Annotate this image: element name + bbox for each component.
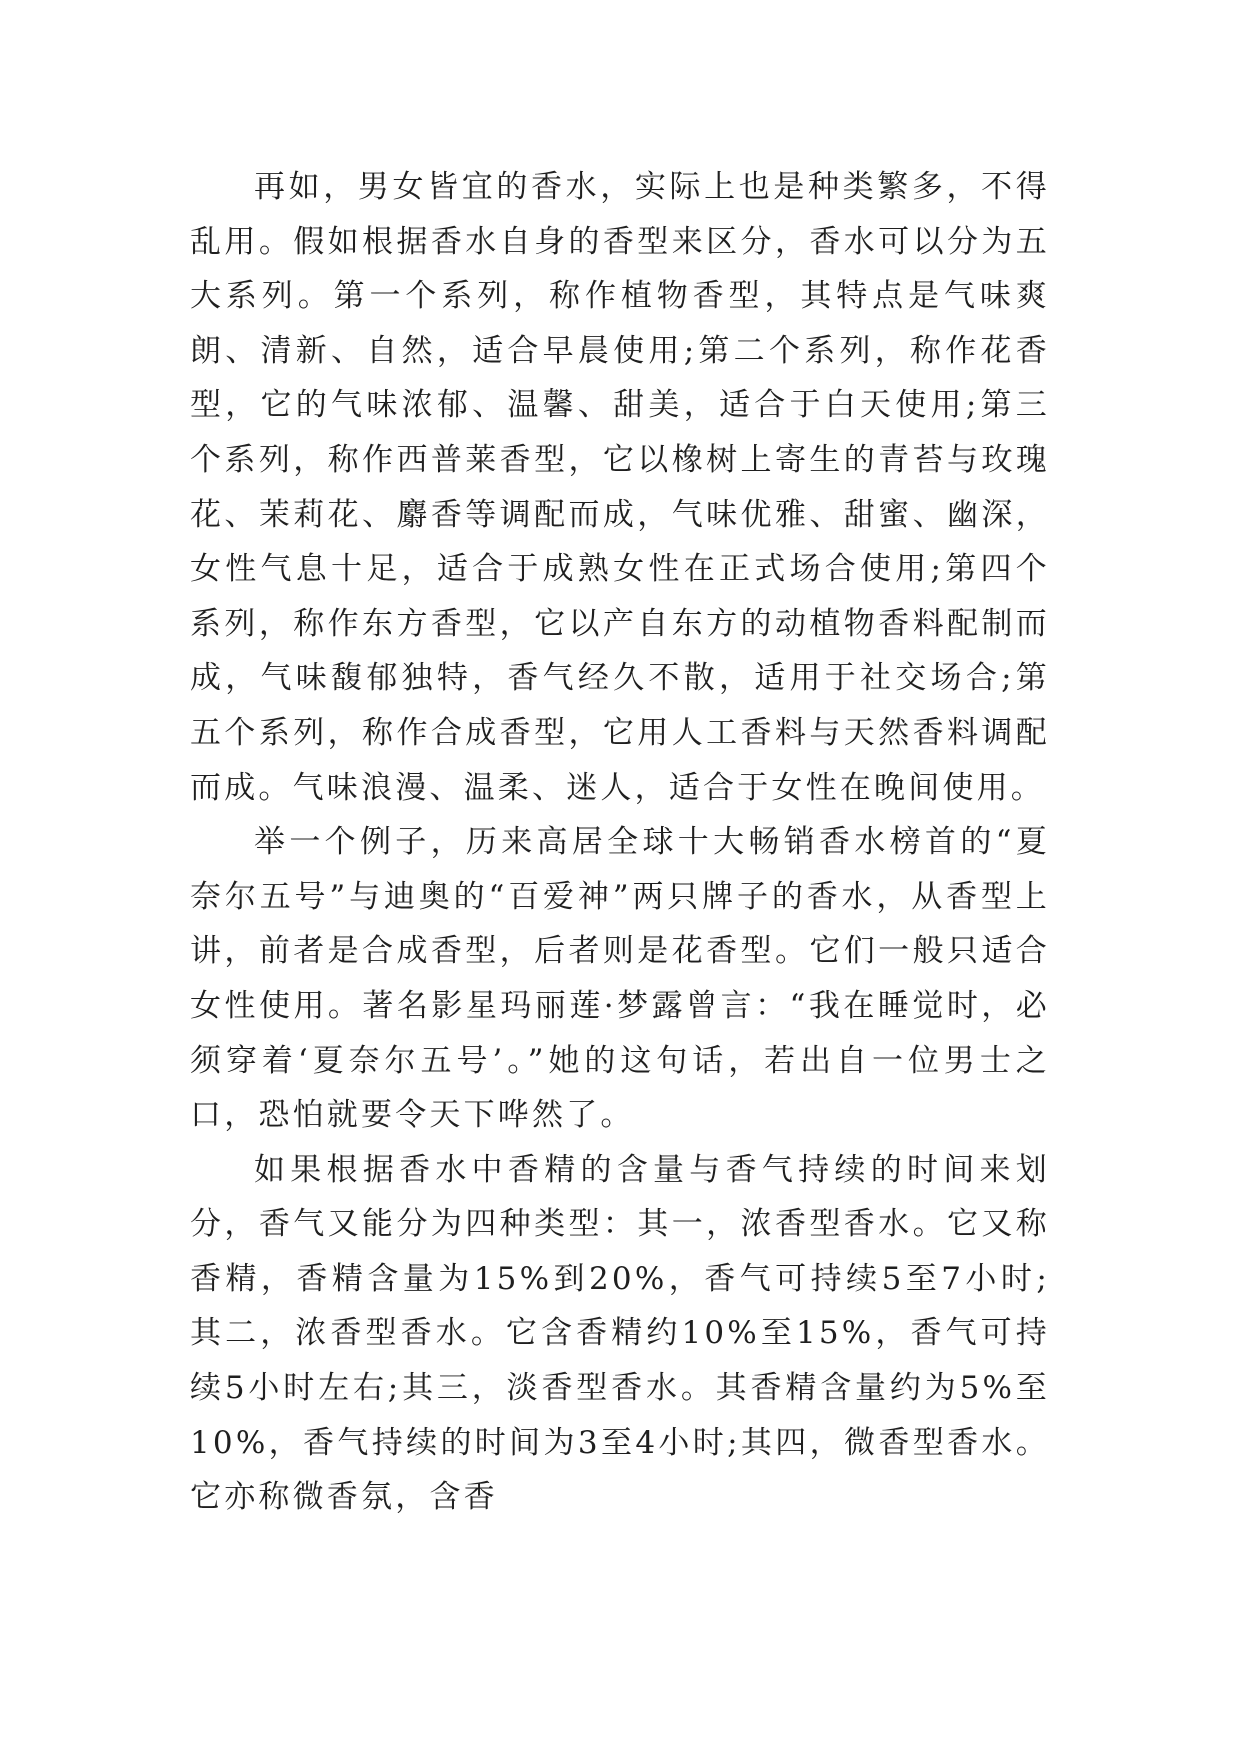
document-body (190, 160, 1050, 1525)
paragraph-concentration-types: 如果根据香水中香精的含量与香气持续的时间来划分，香气又能分为四种类型：其一，浓香型香水。它又称香精，香精含量为15%到20%，香气可持续5至7小时;其二，浓香型香水。它含香精约10%至15%，香气可持续5小时左右;其三，淡香型香水。其香精含量约为5%至10%，香气持续的时间为3至4小时;其四，微香型香水。它亦称微香氛，含香 (190, 1151, 1050, 1516)
paragraph-unisex-perfume-series: 再如，男女皆宜的香水，实际上也是种类繁多，不得乱用。假如根据香水自身的香型来区分，香水可以分为五大系列。第一个系列，称作植物香型，其特点是气味爽朗、清新、自然，适合早晨使用;第二个系列，称作花香型，它的气味浓郁、温馨、甜美，适合于白天使用;第三个系列，称作西普莱香型，它以橡树上寄生的青苔与玫瑰花、茉莉花、麝香等调配而成，气味优雅、甜蜜、幽深，女性气息十足，适合于成熟女性在正式场合使用;第四个系列，称作东方香型，它以产自东方的动植物香料配制而成，气味馥郁独特，香气经久不散，适用于社交场合;第五个系列，称作合成香型，它用人工香料与天然香料调配而成。气味浪漫、温柔、迷人，适合于女性在晚间使用。 (190, 169, 1050, 806)
paragraph-chanel-example: 举一个例子，历来高居全球十大畅销香水榜首的“夏奈尔五号”与迪奥的“百爱神”两只牌子的香水，从香型上讲，前者是合成香型，后者则是花香型。它们一般只适合女性使用。著名影星玛丽莲·梦露曾言：“我在睡觉时，必须穿着‘夏奈尔五号’。”她的这句话，若出自一位男士之口，恐怕就要令天下哗然了。 (190, 824, 1050, 1134)
